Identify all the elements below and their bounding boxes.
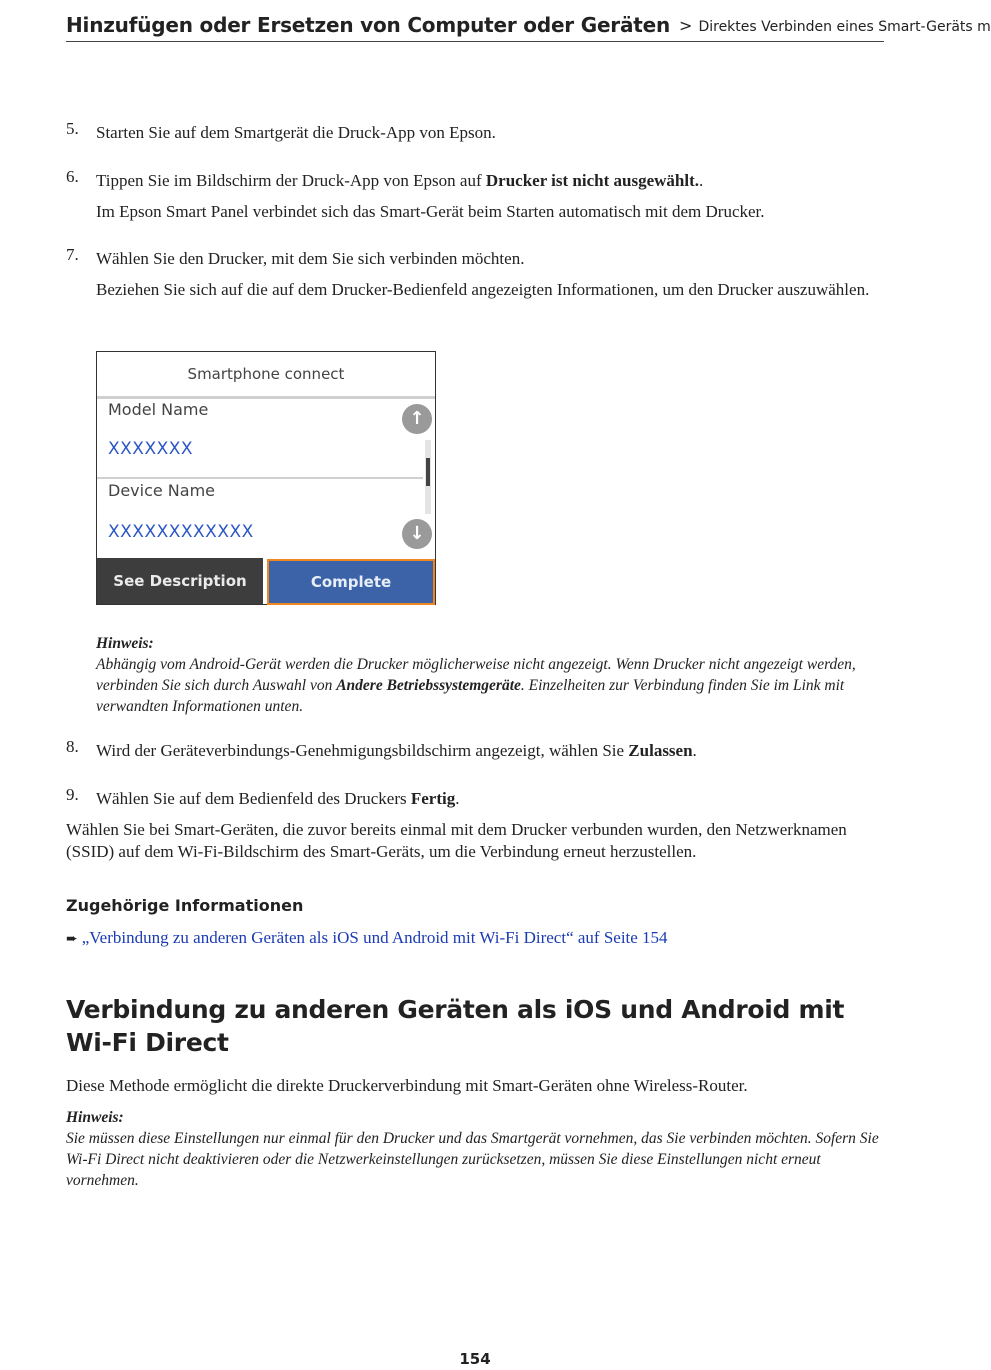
page-number: 154	[459, 1350, 491, 1368]
see-description-button: See Description	[97, 558, 263, 604]
step-number: 8.	[66, 737, 79, 756]
model-name-label: Model Name	[108, 400, 209, 419]
header-title: Hinzufügen oder Ersetzen von Computer oder Geräten	[66, 13, 671, 37]
arrow-right-icon: ➨	[66, 932, 78, 947]
note-title: Hinweis:	[96, 635, 154, 652]
ui-term: Andere Betriebssystemgeräte	[336, 677, 521, 694]
note-text: Abhängig vom Android-Gerät werden die Drucker möglicherweise nicht angezeigt. Wenn Drucker nicht angezeigt werden, verbinden Sie sich durch Auswahl von Andere Betriebssystemgeräte. Einzelheiten zur Verbindung finden Sie im Link mit verwandten Informationen unten.	[96, 656, 856, 715]
step-number: 9.	[66, 785, 79, 804]
step-text: Wird der Geräteverbindungs-Genehmigungsbildschirm angezeigt, wählen Sie Zulassen.	[96, 741, 697, 760]
section-heading: Verbindung zu anderen Geräten als iOS und Android mit Wi-Fi Direct	[66, 995, 845, 1057]
step-9	[66, 785, 884, 809]
step-detail: Im Epson Smart Panel verbindet sich das Smart-Gerät beim Starten automatisch mit dem Drucker.	[96, 202, 765, 221]
complete-button: Complete	[267, 559, 435, 605]
step-detail: Beziehen Sie sich auf die auf dem Drucker-Bedienfeld angezeigten Informationen, um den Drucker auszuwählen.	[96, 280, 870, 299]
page-header	[66, 11, 991, 42]
row-divider	[97, 477, 423, 479]
step-number: 6.	[66, 167, 79, 186]
screen-title: Smartphone connect	[97, 352, 435, 399]
step-text: Wählen Sie auf dem Bedienfeld des Druckers Fertig.	[96, 789, 460, 808]
step-text: Tippen Sie im Bildschirm der Druck-App von Epson auf Drucker ist nicht ausgewählt..	[96, 171, 704, 190]
ui-term: Drucker ist nicht ausgewählt.	[485, 171, 700, 190]
device-name-label: Device Name	[108, 481, 216, 500]
ui-term: Fertig	[410, 789, 456, 808]
arrow-down-icon: ↓	[402, 519, 432, 549]
device-name-value: XXXXXXXXXXXX	[108, 522, 254, 542]
note-title: Hinweis:	[66, 1109, 124, 1126]
breadcrumb-separator: >	[679, 16, 693, 35]
step-8	[66, 737, 884, 761]
ui-term: Zulassen	[628, 741, 693, 760]
step-text: Starten Sie auf dem Smartgerät die Druck-App von Epson.	[96, 123, 496, 142]
related-link[interactable]	[66, 927, 668, 951]
scrollbar-thumb	[426, 458, 430, 486]
header-subtitle: Direktes Verbinden eines Smart-Geräts m	[698, 19, 991, 35]
related-link-text[interactable]: „Verbindung zu anderen Geräten als iOS und Android mit Wi-Fi Direct“ auf Seite 154	[81, 928, 668, 947]
printer-screen-illustration	[96, 351, 436, 605]
note-settings	[66, 1107, 884, 1191]
model-name-value: XXXXXXX	[108, 439, 194, 459]
reconnect-paragraph: Wählen Sie bei Smart-Geräten, die zuvor bereits einmal mit dem Drucker verbunden wurden, den Netzwerknamen (SSID) auf dem Wi-Fi-Bildschirm des Smart-Geräts, um die Verbindung erneut herzustellen.	[66, 820, 847, 861]
note-android	[96, 633, 884, 717]
arrow-up-icon: ↑	[402, 404, 432, 434]
step-number: 7.	[66, 245, 79, 264]
related-info-title: Zugehörige Informationen	[66, 896, 304, 915]
step-text: Wählen Sie den Drucker, mit dem Sie sich verbinden möchten.	[96, 249, 525, 268]
section-intro: Diese Methode ermöglicht die direkte Druckerverbindung mit Smart-Geräten ohne Wireless-Router.	[66, 1076, 748, 1095]
step-6	[66, 167, 884, 222]
note-text: Sie müssen diese Einstellungen nur einmal für den Drucker und das Smartgerät vornehmen, das Sie verbinden möchten. Sofern Sie Wi-Fi Direct nicht deaktivieren oder die Netzwerkeinstellungen zurücksetzen, müssen Sie diese Einstellungen nicht erneut vornehmen.	[66, 1130, 879, 1189]
step-7	[66, 245, 884, 300]
step-5	[66, 119, 884, 143]
step-number: 5.	[66, 119, 79, 138]
